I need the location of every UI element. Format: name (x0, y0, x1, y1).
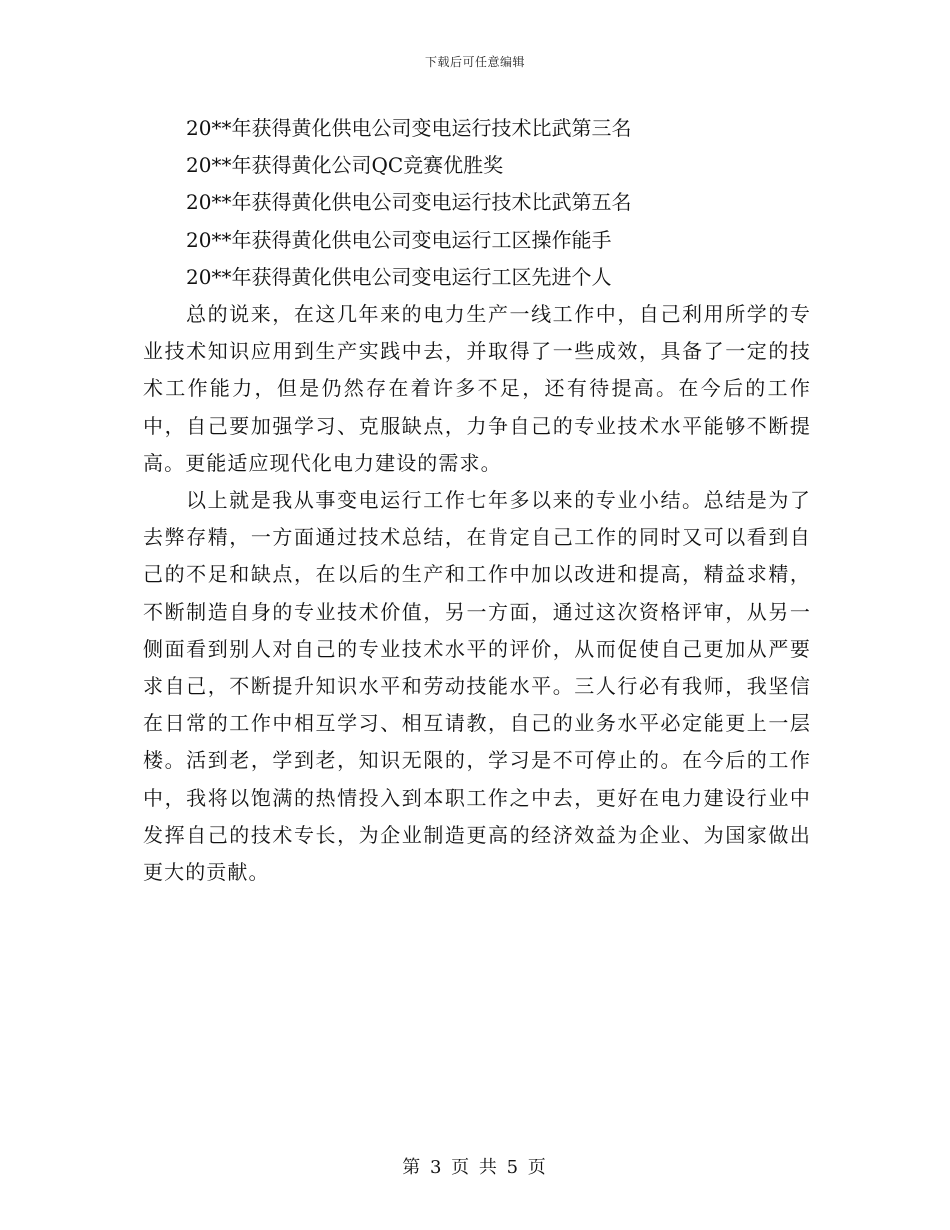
award-line: 20**年获得黄化供电公司变电运行工区操作能手 (186, 227, 612, 252)
document-body (143, 110, 811, 891)
award-line: 20**年获得黄化公司QC竞赛优胜奖 (186, 153, 504, 178)
conclusion-paragraph: 以上就是我从事变电运行工作七年多以来的专业小结。总结是为了去弊存精，一方面通过技术总结，在肯定自己工作的同时又可以看到自己的不足和缺点，在以后的生产和工作中加以改进和提高，精益求精，不断制造自身的专业技术价值，另一方面，通过这次资格评审，从另一侧面看到别人对自己的专业技术水平的评价，从而促使自己更加从严要求自己，不断提升知识水平和劳动技能水平。三人行必有我师，我坚信在日常的工作中相互学习、相互请教，自己的业务水平必定能更上一层楼。活到老，学到老，知识无限的，学习是不可停止的。在今后的工作中，我将以饱满的热情投入到本职工作之中去，更好在电力建设行业中发挥自己的技术专长，为企业制造更高的经济效益为企业、为国家做出更大的贡献。 (143, 488, 811, 885)
award-line: 20**年获得黄化供电公司变电运行工区先进个人 (186, 264, 612, 289)
summary-paragraph: 总的说来，在这几年来的电力生产一线工作中，自己利用所学的专业技术知识应用到生产实践中去，并取得了一些成效，具备了一定的技术工作能力，但是仍然存在着许多不足，还有待提高。在今后的工作中，自己要加强学习、克服缺点，力争自己的专业技术水平能够不断提高。更能适应现代化电力建设的需求。 (143, 302, 811, 475)
award-line: 20**年获得黄化供电公司变电运行技术比武第五名 (186, 190, 632, 215)
award-line: 20**年获得黄化供电公司变电运行技术比武第三名 (186, 116, 632, 140)
page-number: 第 3 页 共 5 页 (402, 1157, 548, 1178)
header-note: 下载后可任意编辑 (424, 55, 525, 69)
